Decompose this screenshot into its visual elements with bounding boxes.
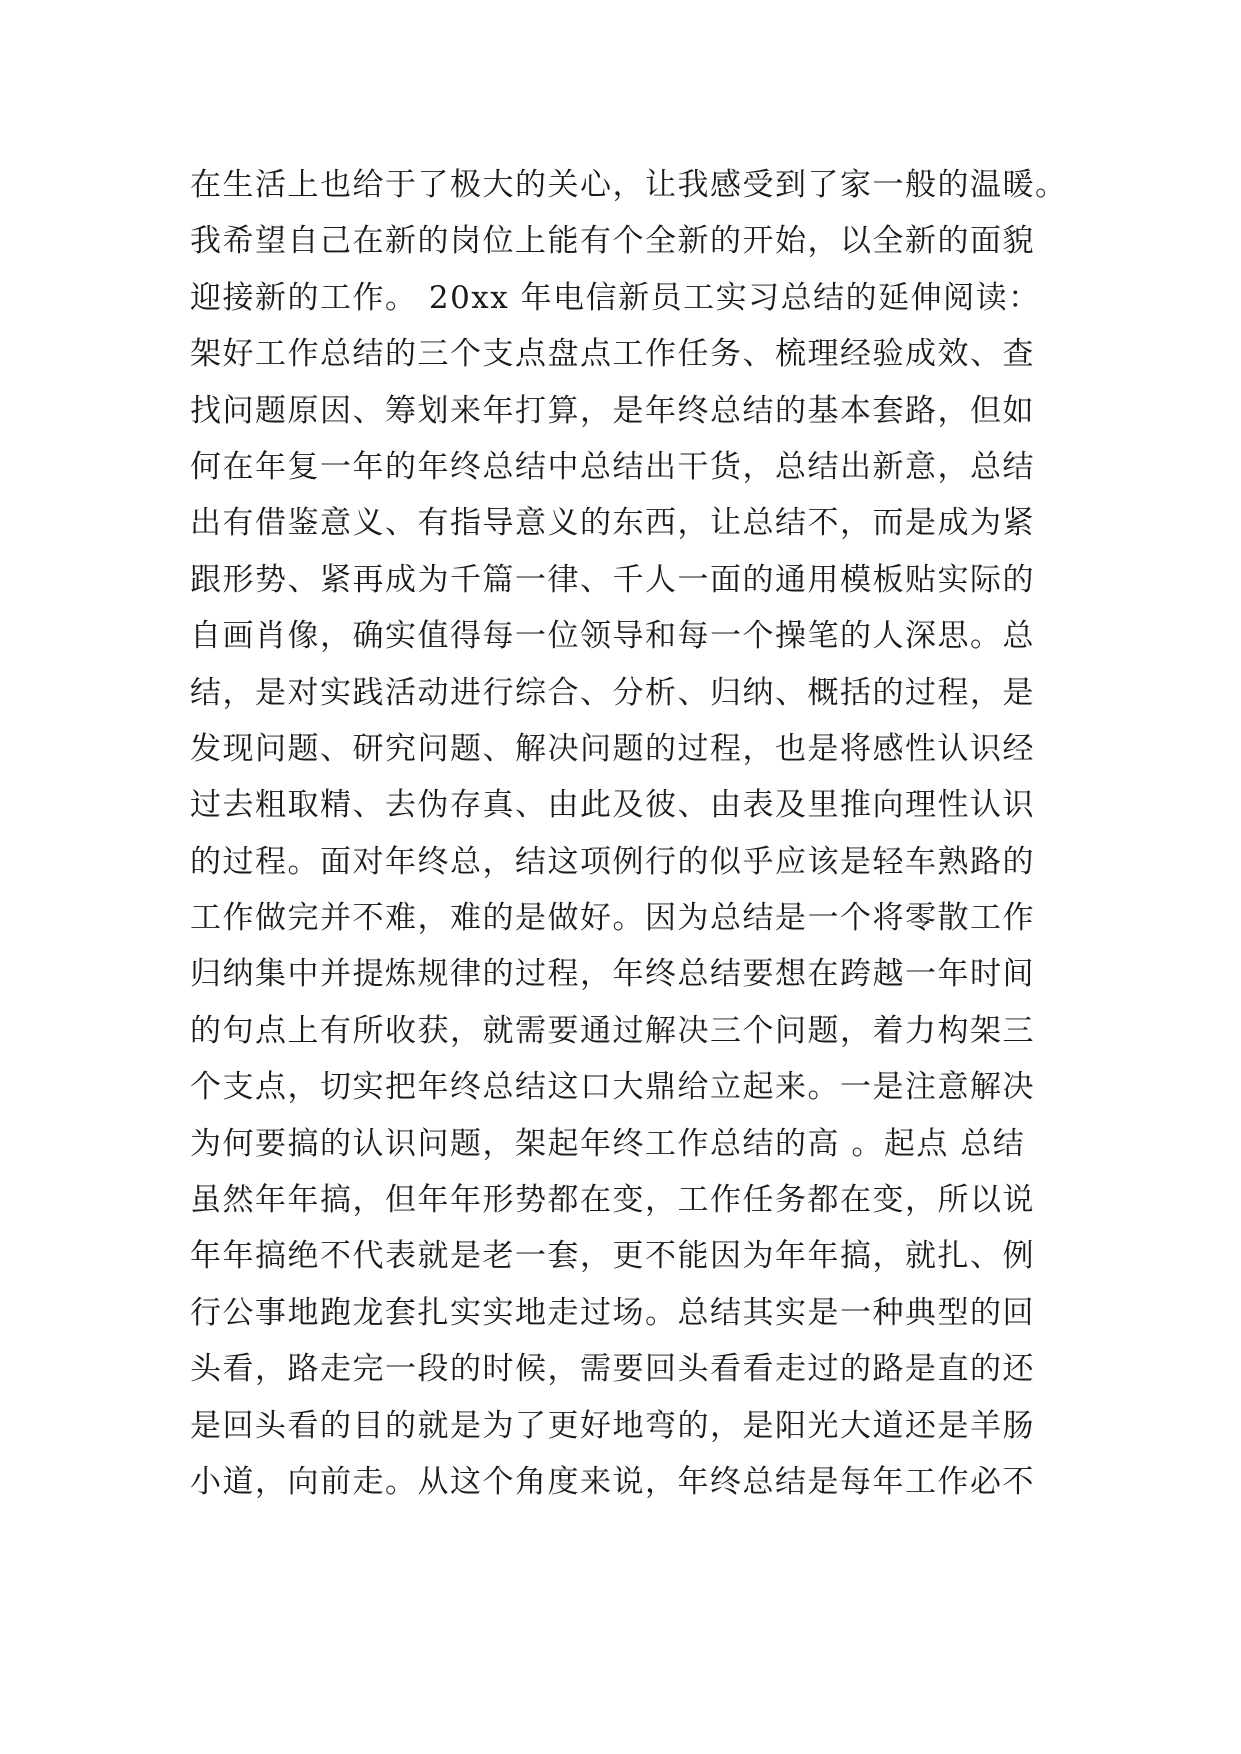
text-line: 的句点上有所收获，就需要通过解决三个问题，着力构架三: [190, 1012, 1035, 1049]
text-line: 小道，向前走。从这个角度来说，年终总结是每年工作必不: [190, 1463, 1035, 1500]
text-line: 发现问题、研究问题、解决问题的过程，也是将感性认识经: [190, 730, 1035, 767]
text-line: 迎接新的工作。 20xx 年电信新员工实习总结的延伸阅读：: [190, 279, 1041, 316]
text-line: 行公事地跑龙套扎实实地走过场。总结其实是一种典型的回: [190, 1294, 1035, 1331]
text-line: 架好工作总结的三个支点盘点工作任务、梳理经验成效、查: [190, 336, 1035, 373]
text-line: 是回头看的目的就是为了更好地弯的，是阳光大道还是羊肠: [190, 1407, 1035, 1444]
text-line: 自画肖像，确实值得每一位领导和每一个操笔的人深思。总: [190, 618, 1035, 655]
text-line: 我希望自己在新的岗位上能有个全新的开始，以全新的面貌: [190, 223, 1035, 260]
text-line: 找问题原因、筹划来年打算，是年终总结的基本套路，但如: [190, 392, 1035, 429]
text-line: 头看，路走完一段的时候，需要回头看看走过的路是直的还: [190, 1351, 1035, 1388]
text-line: 个支点，切实把年终总结这口大鼎给立起来。一是注意解决: [190, 1069, 1035, 1106]
text-line: 在生活上也给于了极大的关心，让我感受到了家一般的温暖。: [190, 167, 1068, 203]
text-line: 归纳集中并提炼规律的过程，年终总结要想在跨越一年时间: [190, 956, 1035, 993]
text-line: 年年搞绝不代表就是老一套，更不能因为年年搞，就扎、例: [190, 1238, 1035, 1275]
text-line: 的过程。面对年终总，结这项例行的似乎应该是轻车熟路的: [190, 843, 1035, 880]
text-line: 结，是对实践活动进行综合、分析、归纳、概括的过程，是: [190, 674, 1035, 711]
text-line: 虽然年年搞，但年年形势都在变，工作任务都在变，所以说: [190, 1182, 1035, 1219]
text-line: 何在年复一年的年终总结中总结出干货，总结出新意，总结: [190, 448, 1035, 485]
body-text: [190, 157, 1070, 1510]
text-line: 工作做完并不难，难的是做好。因为总结是一个将零散工作: [190, 900, 1035, 937]
text-line: 出有借鉴意义、有指导意义的东西，让总结不，而是成为紧: [190, 505, 1035, 542]
text-line: 跟形势、紧再成为千篇一律、千人一面的通用模板贴实际的: [190, 561, 1035, 598]
text-line: 为何要搞的认识问题，架起年终工作总结的高 。起点 总结: [190, 1125, 1026, 1162]
text-line: 过去粗取精、去伪存真、由此及彼、由表及里推向理性认识: [190, 787, 1035, 824]
